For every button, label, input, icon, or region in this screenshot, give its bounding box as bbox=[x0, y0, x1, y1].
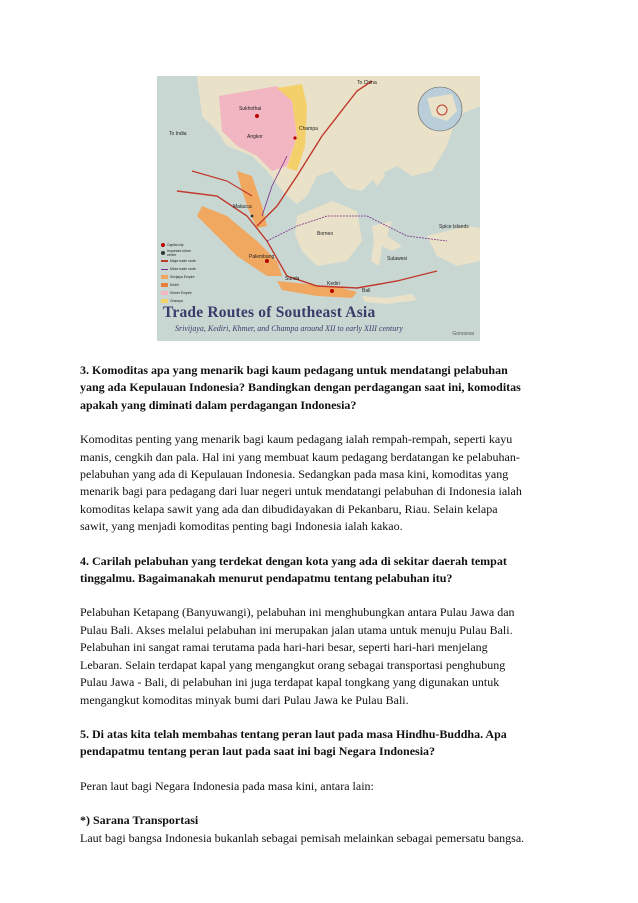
legend-item: Important urban center bbox=[161, 249, 201, 257]
map-subtitle: Srivijaya, Kediri, Khmer, and Champa around XII to early XIII century bbox=[175, 324, 403, 333]
question-line: 5. Di atas kita telah membahas tentang peran laut pada masa Hindhu-Buddha. Apa bbox=[80, 726, 507, 741]
section-5 bbox=[80, 726, 560, 847]
section-3 bbox=[80, 362, 560, 536]
map-title: Trade Routes of Southeast Asia bbox=[163, 304, 376, 321]
answer-line: sawit, yang menjadi komoditas penting bagi Indonesia ialah kakao. bbox=[80, 519, 403, 534]
question-line: 4. Carilah pelabuhan yang terdekat dengan kota yang ada di sekitar daerah tempat bbox=[80, 553, 507, 568]
legend-item: Capital city bbox=[161, 241, 201, 249]
answer-line: Laut bagi bangsa Indonesia bukanlah sebagai pemisah melainkan sebagai pemersatu bangsa. bbox=[80, 830, 525, 845]
legend-item: Srivijaya Empire bbox=[161, 273, 201, 281]
map-graphic bbox=[157, 76, 480, 341]
legend-item: Khmer Empire bbox=[161, 289, 201, 297]
trade-routes-map bbox=[157, 76, 480, 341]
answer-line: Pelabuhan ini sangat ramai terutama pada hari-hari besar, seperti hari-hari menjelang bbox=[80, 640, 488, 655]
legend-item: Minor trade route bbox=[161, 265, 201, 273]
question-line: apakah yang diminati dalam perdagangan Indonesia? bbox=[80, 397, 357, 412]
map-label-bali: Bali bbox=[362, 288, 371, 294]
map-label-champa: Champa bbox=[299, 126, 318, 132]
map-label-spice-islands: Spice Islands bbox=[439, 224, 469, 230]
answer-line: Pulau Bali. Akses melalui pelabuhan ini merupakan jalan utama untuk menuju Pulau Bali. bbox=[80, 622, 513, 637]
section-4 bbox=[80, 553, 560, 709]
map-label-kediri: Kediri bbox=[327, 281, 340, 287]
question-line: 3. Komoditas apa yang menarik bagi kaum pedagang untuk mendatangi pelabuhan bbox=[80, 363, 508, 377]
map-label-palembang: Palembang bbox=[249, 254, 275, 260]
legend-item: Kediri bbox=[161, 281, 201, 289]
legend-item: Major trade route bbox=[161, 257, 201, 265]
answer-line: Komoditas penting yang menarik bagi kaum pedagang ialah rempah-rempah, seperti kayu bbox=[80, 432, 513, 447]
answer-line: Lebaran. Selain terdapat kapal yang mengangkut orang sebagai transportasi penghubung bbox=[80, 657, 506, 672]
map-legend bbox=[161, 241, 201, 305]
answer-line: Pulau Jawa - Bali, di pelabuhan ini juga terdapat kapal tongkang yang digunakan untuk bbox=[80, 675, 500, 690]
question-line: pendapatmu tentang peran laut pada saat ini bagi Negara Indonesia? bbox=[80, 744, 436, 759]
answer-line: pelabuhan yang ada di Kepulauan Indonesia. Sedangkan pada masa kini, komoditas yang bbox=[80, 467, 509, 482]
answer-line: Peran laut bagi Negara Indonesia pada masa kini, antara lain: bbox=[80, 778, 374, 793]
map-label-china: To China bbox=[357, 80, 377, 86]
answer-line: manis, cengkih dan pala. Hal ini yang membuat kaum pedagang berdatangan ke pelabuhan- bbox=[80, 449, 520, 464]
map-label-sukhothai: Sukhothai bbox=[239, 106, 262, 112]
answer-line: komoditas kelapa sawit yang ada dan dibudidayakan di Pekanbaru, Riau. Selain kelapa bbox=[80, 501, 498, 516]
question-line: yang ada Kepulauan Indonesia? Bandingkan dengan perdagangan saat ini, komoditas bbox=[80, 380, 521, 395]
map-label-sulawesi: Sulawesi bbox=[387, 256, 408, 262]
answer-line: mengangkut komoditas minyak bumi dari Pulau Jawa ke Pulau Bali. bbox=[80, 692, 409, 707]
legend-item: Champa bbox=[161, 297, 201, 305]
answer-line: Pelabuhan Ketapang (Banyuwangi), pelabuhan ini menghubungkan antara Pulau Jawa dan bbox=[80, 605, 515, 620]
map-label-sunda: Sunda bbox=[285, 276, 300, 282]
map-label-malacca: Malacca bbox=[233, 204, 252, 210]
document-body bbox=[80, 362, 560, 847]
map-label-borneo: Borneo bbox=[317, 231, 334, 237]
answer-line: menarik bagi para pedagang dari luar negeri untuk mendatangi pelabuhan di Indonesia ialah bbox=[80, 484, 522, 499]
map-label-india: To India bbox=[169, 131, 187, 137]
map-credit: Gorosova bbox=[452, 331, 474, 337]
question-line: tinggalmu. Bagaimanakah menurut pendapatmu tentang pelabuhan itu? bbox=[80, 571, 453, 586]
subheading: *) Sarana Transportasi bbox=[80, 813, 199, 828]
map-label-angkor: Angkor bbox=[247, 134, 263, 140]
